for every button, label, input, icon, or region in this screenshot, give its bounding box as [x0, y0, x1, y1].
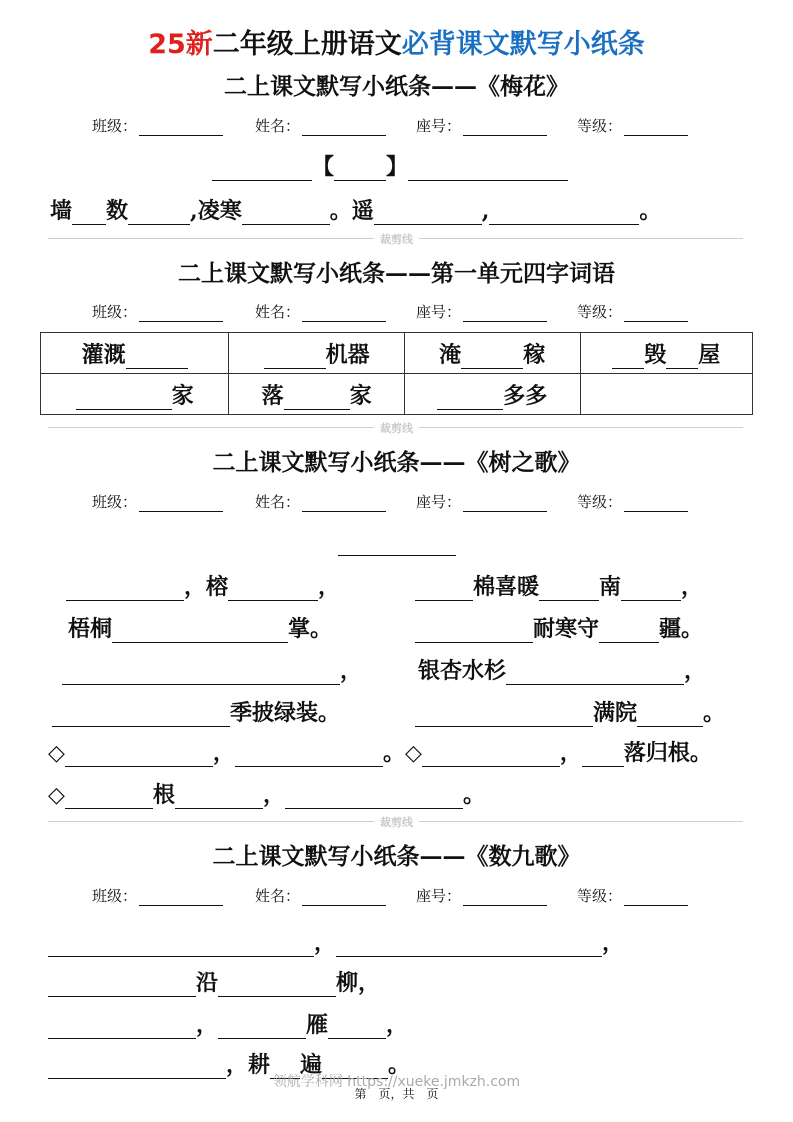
table-row: [41, 333, 753, 374]
shu-line-3-right: 银杏水杉 ，: [418, 658, 707, 684]
footer-watermark: 领航学科网 https://xueke.jmkzh.com: [272, 1074, 521, 1090]
class-blank[interactable]: [139, 889, 223, 906]
name-label: 姓名：: [255, 117, 301, 135]
table-row: [41, 374, 753, 415]
table-cell: 落 家: [229, 374, 405, 415]
blank[interactable]: [437, 385, 503, 410]
blank[interactable]: [76, 385, 172, 410]
title-subject: 必背课文默写小纸条: [401, 29, 645, 60]
shujiu-line-1: ， ，: [48, 926, 624, 957]
blank[interactable]: [408, 156, 568, 181]
seat-blank[interactable]: [463, 119, 547, 136]
shu-line-5: ◇ ， 。◇ ， 落归根。: [48, 740, 712, 766]
shu-line-4-right: 满院 。: [415, 696, 725, 727]
blank[interactable]: [65, 742, 213, 767]
table-cell: 机器: [229, 333, 405, 374]
blank[interactable]: [218, 1014, 306, 1039]
blank[interactable]: [422, 742, 560, 767]
blank[interactable]: [228, 576, 318, 601]
blank[interactable]: [218, 972, 336, 997]
blank[interactable]: [284, 385, 350, 410]
blank[interactable]: [128, 200, 190, 225]
table-cell: [580, 374, 753, 415]
shu-line-2-right: 耐寒守 疆。: [415, 612, 703, 643]
page-title: [0, 22, 793, 61]
seat-blank[interactable]: [463, 305, 547, 322]
blank[interactable]: [242, 200, 330, 225]
shu-line-1-left: ，榕 ，: [66, 570, 340, 601]
section-title-shuzhige: 二上课文默写小纸条——《树之歌》: [212, 449, 581, 476]
blank[interactable]: [48, 1014, 196, 1039]
shujiu-line-3: ， 雁 ，: [48, 1008, 408, 1039]
blank[interactable]: [62, 660, 340, 685]
table-cell: 淹 稼: [404, 333, 580, 374]
meihua-author-line: 【 】: [212, 150, 568, 181]
diamond-icon: ◇: [48, 740, 65, 766]
shujiu-line-2: 沿 柳，: [48, 966, 380, 997]
grade-blank[interactable]: [624, 889, 688, 906]
blank[interactable]: [336, 932, 602, 957]
seat-blank[interactable]: [463, 889, 547, 906]
blank[interactable]: [175, 784, 263, 809]
table-cell: 多多: [404, 374, 580, 415]
blank[interactable]: [506, 660, 684, 685]
meihua-poem-line: 墙 数 ,凌寒 。遥 , 。: [50, 198, 662, 224]
name-blank[interactable]: [302, 119, 386, 136]
blank[interactable]: [112, 618, 288, 643]
shujiu-line-4: ，耕 遍 。: [48, 1048, 410, 1079]
grade-blank[interactable]: [624, 119, 688, 136]
class-blank[interactable]: [139, 305, 223, 322]
blank[interactable]: [374, 200, 482, 225]
section-title-words: 二上课文默写小纸条——第一单元四字词语: [178, 260, 615, 287]
blank[interactable]: [415, 702, 593, 727]
word-table: [40, 332, 753, 415]
blank[interactable]: [621, 576, 681, 601]
shu-line-2-left: 梧桐 掌。: [68, 616, 333, 642]
class-blank[interactable]: [139, 119, 223, 136]
blank[interactable]: [264, 344, 326, 369]
blank[interactable]: [65, 784, 153, 809]
grade-blank[interactable]: [624, 495, 688, 512]
blank[interactable]: [666, 344, 698, 369]
shu-line-3-left: ，: [62, 654, 362, 685]
shu-line-1-right: 棉喜暖 南 ，: [415, 570, 703, 601]
grade-label: 等级：: [577, 117, 623, 135]
blank[interactable]: [612, 344, 644, 369]
blank[interactable]: [582, 742, 624, 767]
title-blank[interactable]: [338, 555, 456, 556]
blank[interactable]: [461, 344, 523, 369]
name-blank[interactable]: [302, 889, 386, 906]
seat-label: 座号：: [416, 117, 462, 135]
title-grade: 二年级上册语文: [212, 29, 402, 60]
shu-line-4-left: 季披绿装。: [52, 696, 340, 727]
blank[interactable]: [72, 200, 106, 225]
diamond-icon: ◇: [48, 782, 65, 808]
section-title-meihua: 二上课文默写小纸条——《梅花》: [224, 73, 569, 100]
blank[interactable]: [66, 576, 184, 601]
blank[interactable]: [212, 156, 312, 181]
cut-label: 裁剪线: [0, 420, 793, 436]
table-cell: 毁 屋: [580, 333, 753, 374]
seat-blank[interactable]: [463, 495, 547, 512]
page-number: 第 页，共 页: [354, 1087, 439, 1101]
blank[interactable]: [415, 618, 533, 643]
blank[interactable]: [637, 702, 703, 727]
blank[interactable]: [334, 156, 386, 181]
blank[interactable]: [599, 618, 659, 643]
grade-blank[interactable]: [624, 305, 688, 322]
table-cell: 灌溉: [41, 333, 229, 374]
name-blank[interactable]: [302, 305, 386, 322]
blank[interactable]: [48, 972, 196, 997]
name-blank[interactable]: [302, 495, 386, 512]
blank[interactable]: [48, 932, 314, 957]
section-title-shujiuge: 二上课文默写小纸条——《数九歌》: [212, 843, 581, 870]
class-blank[interactable]: [139, 495, 223, 512]
cut-label: 裁剪线: [0, 814, 793, 830]
blank[interactable]: [489, 200, 639, 225]
blank[interactable]: [415, 576, 473, 601]
blank[interactable]: [235, 742, 383, 767]
blank[interactable]: [328, 1014, 386, 1039]
blank[interactable]: [52, 702, 230, 727]
table-cell: 家: [41, 374, 229, 415]
shu-line-6: ◇ 根 ， 。: [48, 782, 485, 808]
class-label: 班级：: [92, 117, 138, 135]
title-prefix: 25新: [148, 29, 213, 60]
blank[interactable]: [285, 784, 463, 809]
cut-label: 裁剪线: [0, 231, 793, 247]
blank[interactable]: [126, 344, 188, 369]
blank[interactable]: [539, 576, 599, 601]
